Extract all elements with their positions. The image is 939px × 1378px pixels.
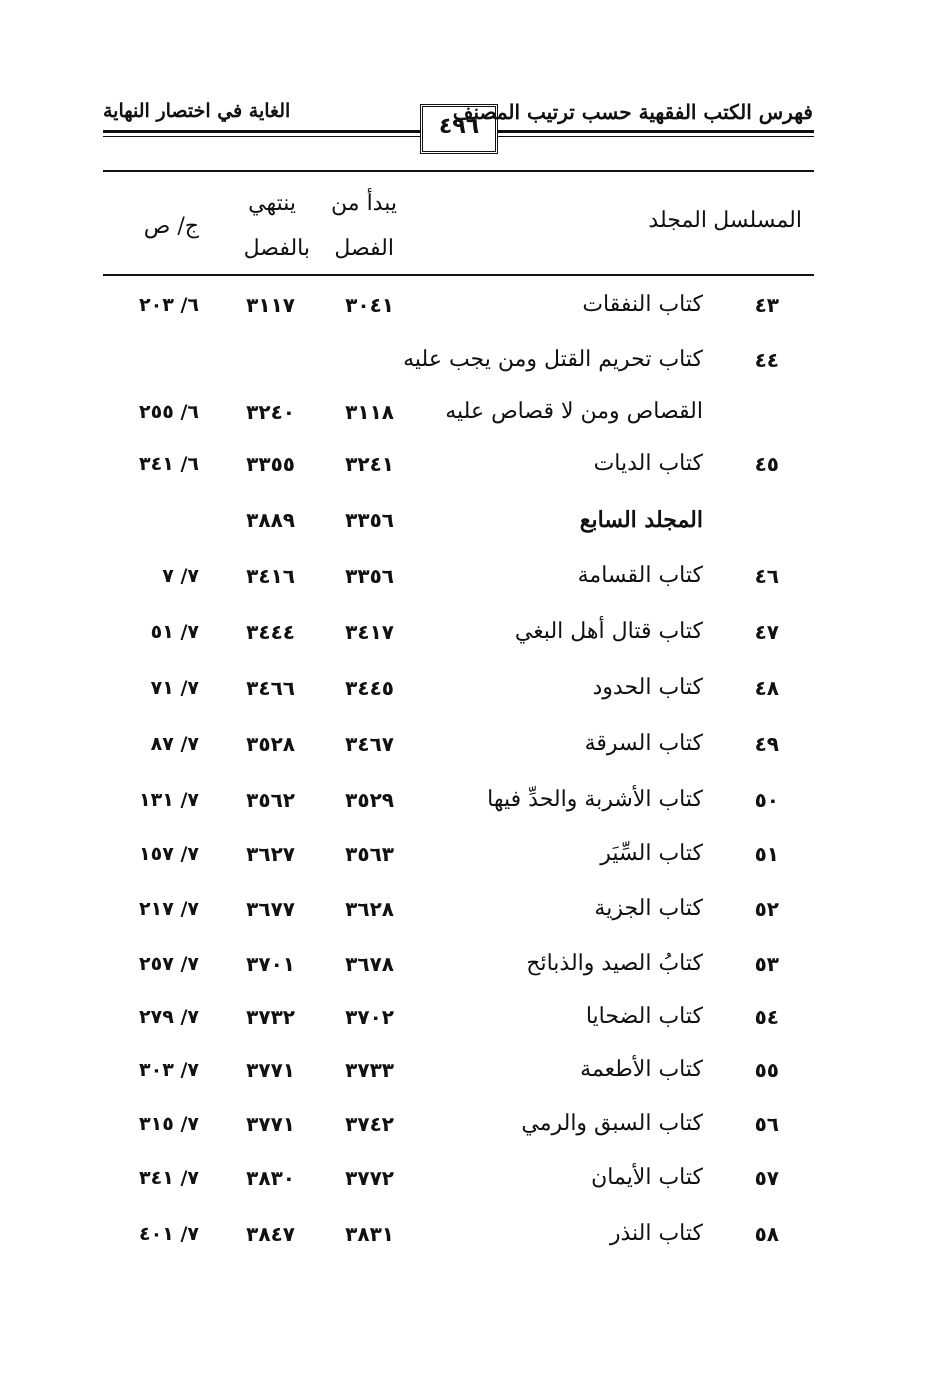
serial-number: ٥٦ (754, 1112, 779, 1136)
start-section: ٣٧٠٢ (345, 1005, 394, 1029)
row-title: كتاب النذر (609, 1221, 703, 1246)
volume-heading-row (0, 500, 939, 540)
volume-page: ٧/ ٢٧٩ (139, 1006, 199, 1028)
table-row (0, 612, 939, 652)
serial-number: ٤٩ (754, 732, 779, 756)
start-section: ٣٥٢٩ (345, 788, 394, 812)
serial-number: ٥٠ (754, 788, 779, 812)
end-section: ٣٧٧١ (246, 1058, 295, 1082)
row-title: كتاب القسامة (577, 563, 703, 588)
end-section: ٣٣٥٥ (246, 452, 295, 476)
volume-page: ٧/ ٤٠١ (139, 1223, 199, 1245)
table-row (0, 889, 939, 929)
row-title: كتاب النفقات (582, 292, 703, 317)
volume-page: ٧/ ٧١ (150, 677, 199, 699)
serial-number: ٤٨ (754, 676, 779, 700)
table-row (0, 1214, 939, 1254)
col-start-header-line1: يبدأ من (331, 191, 397, 216)
table-row (0, 340, 939, 380)
volume-page: ٧/ ٧ (162, 565, 199, 587)
start-section: ٣١١٨ (345, 400, 394, 424)
end-section: ٣٨٨٩ (246, 508, 295, 532)
col-jp-header: ج/ ص (143, 214, 199, 239)
table-header-rule (103, 274, 814, 276)
row-title: كتاب السرقة (584, 731, 703, 756)
col-end-header-line1: ينتهي (248, 191, 296, 216)
row-title: كتاب الجزية (594, 896, 703, 921)
end-section: ٣٥٢٨ (246, 732, 295, 756)
serial-number: ٥١ (754, 842, 779, 866)
row-title: كتاب الديات (593, 451, 703, 476)
row-title: كتاب السبق والرمي (521, 1111, 703, 1136)
start-section: ٣٧٤٢ (345, 1112, 394, 1136)
col-end-header-line2: بالفصل (243, 236, 310, 261)
serial-number: ٤٣ (754, 293, 779, 317)
start-section: ٣٧٣٣ (345, 1058, 394, 1082)
table-row (0, 1050, 939, 1090)
serial-number: ٥٧ (754, 1166, 779, 1190)
col-start-header-line2: الفصل (334, 236, 394, 261)
table-row (0, 392, 939, 432)
end-section: ٣٤٤٤ (246, 620, 295, 644)
serial-number: ٥٥ (754, 1058, 779, 1082)
running-header-title: فهرس الكتب الفقهية حسب ترتيب المصنف (452, 100, 813, 124)
end-section: ٣٧٠١ (246, 952, 295, 976)
end-section: ٣١١٧ (246, 293, 295, 317)
table-row (0, 285, 939, 325)
table-row (0, 834, 939, 874)
row-title: كتابُ الصيد والذبائح (526, 951, 703, 976)
page-number-box (420, 104, 498, 154)
row-title: كتاب الأطعمة (580, 1057, 703, 1082)
header-rule-left-thick (103, 130, 420, 133)
start-section: ٣٦٧٨ (345, 952, 394, 976)
table-row (0, 1158, 939, 1198)
end-section: ٣٢٤٠ (246, 400, 295, 424)
volume-page: ٧/ ٣١٥ (139, 1113, 199, 1135)
end-section: ٣٤١٦ (246, 564, 295, 588)
volume-page: ٧/ ٢١٧ (139, 898, 199, 920)
volume-page: ٧/ ١٥٧ (139, 843, 199, 865)
row-title: كتاب الحدود (592, 675, 703, 700)
volume-page: ٧/ ٢٥٧ (139, 953, 199, 975)
serial-number: ٤٦ (754, 564, 779, 588)
volume-page: ٦/ ٣٤١ (139, 453, 199, 475)
start-section: ٣٣٥٦ (345, 508, 394, 532)
end-section: ٣٥٦٢ (246, 788, 295, 812)
volume-page: ٧/ ١٣١ (139, 789, 199, 811)
header-rule-right-thin (498, 136, 814, 137)
volume-page: ٦/ ٢٥٥ (139, 401, 199, 423)
row-title: المجلد السابع (579, 507, 703, 533)
table-top-rule (103, 170, 814, 172)
header-rule-left-thin (103, 136, 420, 137)
start-section: ٣٠٤١ (345, 293, 394, 317)
col-volume-header: المجلد (648, 208, 707, 233)
row-title: كتاب الأشربة والحدِّ فيها (487, 787, 703, 812)
col-serial-header: المسلسل (713, 208, 802, 233)
end-section: ٣٧٣٢ (246, 1005, 295, 1029)
row-title: كتاب الأيمان (591, 1165, 703, 1190)
header-rule-right-thick (498, 130, 814, 133)
volume-page: ٦/ ٢٠٣ (139, 294, 199, 316)
end-section: ٣٦٧٧ (246, 897, 295, 921)
volume-page: ٧/ ٣٤١ (139, 1167, 199, 1189)
table-row (0, 944, 939, 984)
table-row (0, 668, 939, 708)
start-section: ٣٣٥٦ (345, 564, 394, 588)
serial-number: ٥٨ (754, 1222, 779, 1246)
table-row (0, 556, 939, 596)
serial-number: ٤٥ (754, 452, 779, 476)
book-title: الغاية في اختصار النهاية (103, 100, 291, 122)
start-section: ٣٤١٧ (345, 620, 394, 644)
table-row (0, 444, 939, 484)
volume-page: ٧/ ٨٧ (150, 733, 199, 755)
table-row (0, 1104, 939, 1144)
end-section: ٣٤٦٦ (246, 676, 295, 700)
table-row (0, 724, 939, 764)
table-row (0, 997, 939, 1037)
row-title: القصاص ومن لا قصاص عليه (445, 399, 703, 424)
volume-page: ٧/ ٥١ (150, 621, 199, 643)
start-section: ٣٧٧٢ (345, 1166, 394, 1190)
start-section: ٣٨٣١ (345, 1222, 394, 1246)
end-section: ٣٨٤٧ (246, 1222, 295, 1246)
start-section: ٣٤٦٧ (345, 732, 394, 756)
volume-page: ٧/ ٣٠٣ (139, 1059, 199, 1081)
serial-number: ٤٧ (754, 620, 779, 644)
end-section: ٣٦٢٧ (246, 842, 295, 866)
start-section: ٣٦٢٨ (345, 897, 394, 921)
row-title: كتاب الضحايا (585, 1004, 703, 1029)
start-section: ٣٢٤١ (345, 452, 394, 476)
serial-number: ٥٢ (754, 897, 779, 921)
serial-number: ٥٣ (754, 952, 779, 976)
table-row (0, 780, 939, 820)
start-section: ٣٤٤٥ (345, 676, 394, 700)
serial-number: ٤٤ (754, 348, 779, 372)
page-number: ٤٩٦ (438, 114, 480, 139)
end-section: ٣٧٧١ (246, 1112, 295, 1136)
row-title: كتاب السِّيَر (600, 841, 703, 866)
start-section: ٣٥٦٣ (345, 842, 394, 866)
row-title: كتاب قتال أهل البغي (514, 619, 703, 644)
row-title: كتاب تحريم القتل ومن يجب عليه (403, 347, 703, 372)
serial-number: ٥٤ (754, 1005, 779, 1029)
end-section: ٣٨٣٠ (246, 1166, 295, 1190)
